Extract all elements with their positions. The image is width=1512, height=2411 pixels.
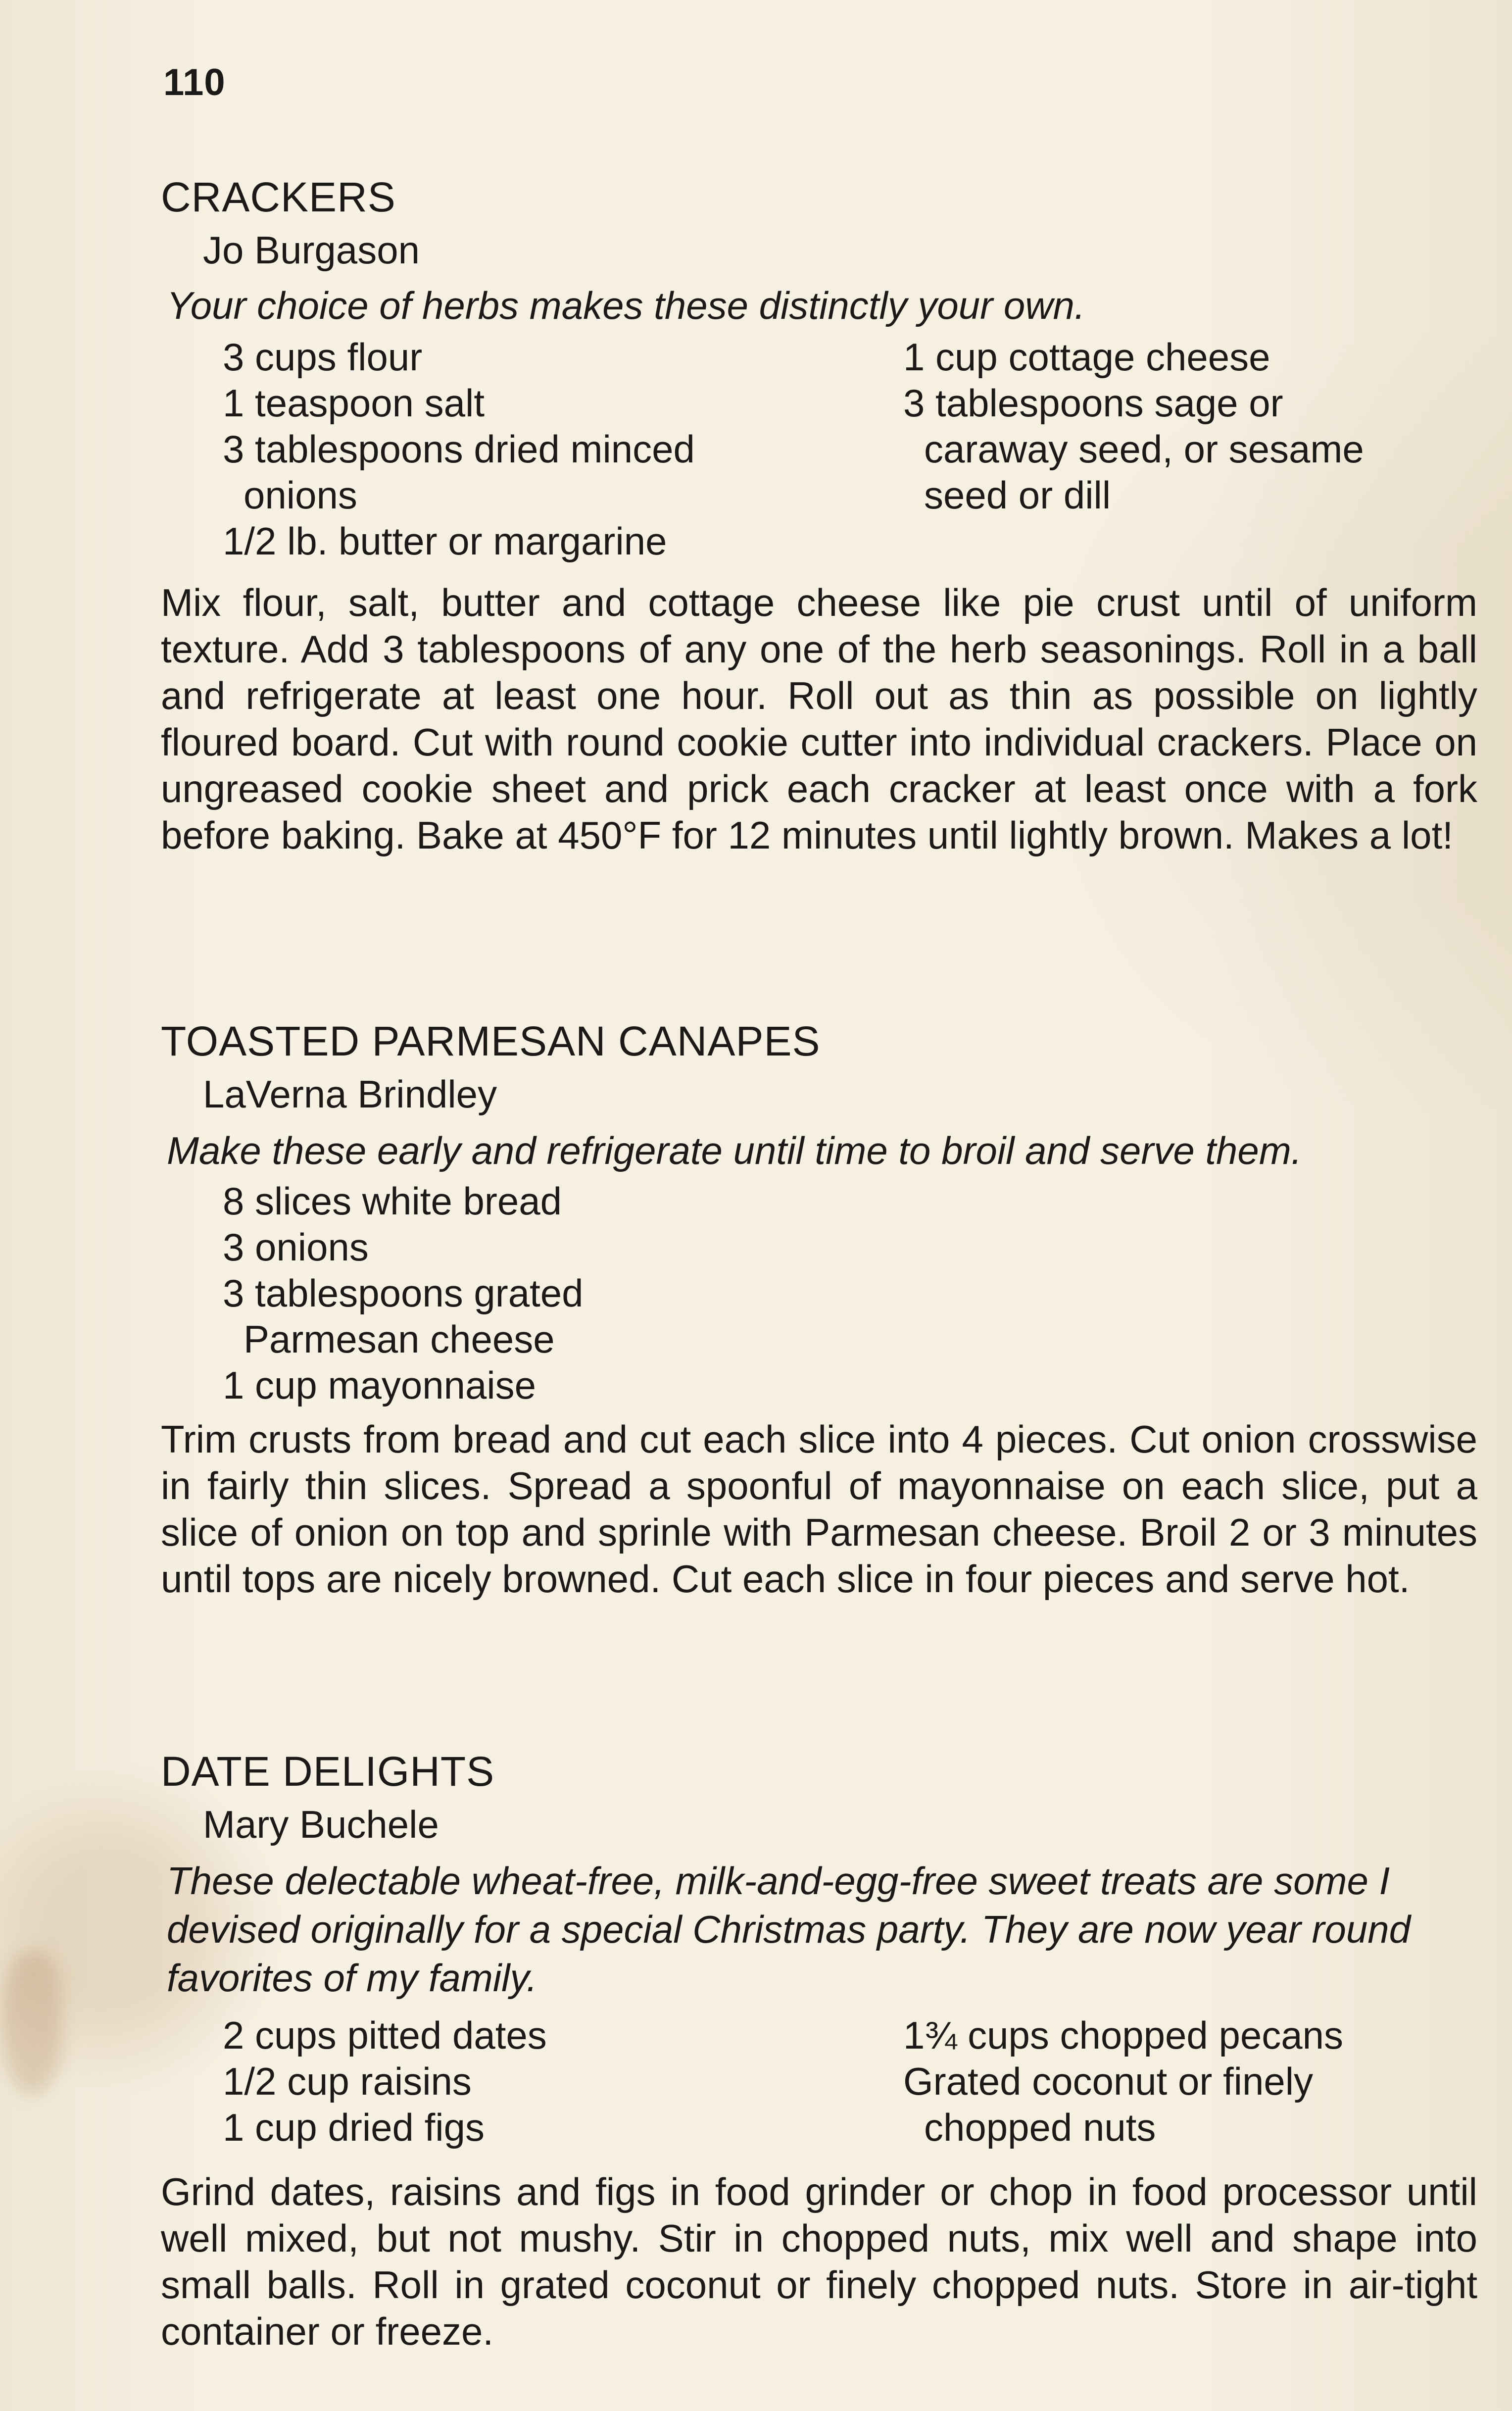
page-number: 110 [163, 61, 226, 103]
ingredient-line: 1 cup dried figs [223, 2106, 485, 2149]
recipe-instructions: Grind dates, raisins and figs in food grinder or chop in food processor until well mixed, but not mushy. Stir in chopped nuts, mix well and shape into small balls. Roll in grated coconut or finely chopped nuts. Store in air-tight container or freeze. [161, 2170, 1477, 2353]
ingredients-column-right [903, 334, 1477, 564]
ingredients-list [223, 1178, 1477, 1408]
ingredient-line: 3 tablespoons grated [223, 1271, 584, 1315]
recipe-instructions: Trim crusts from bread and cut each slice into 4 pieces. Cut onion crosswise in fairly thin slices. Spread a spoonful of mayonnaise on each slice, put a slice of onion on top and sprinle with Parmesan cheese. Broil 2 or 3 minutes until tops are nicely browned. Cut each slice in four pieces and serve hot. [161, 1417, 1477, 1601]
ingredients-list [223, 334, 1477, 564]
ingredient-line: 8 slices white bread [223, 1179, 562, 1223]
ingredients-list [223, 2012, 1477, 2151]
recipe-tagline: These delectable wheat-free, milk-and-egg-free sweet treats are some I devised originally for a special Christmas party. They are now year round favorites of my family. [167, 1859, 1411, 2000]
ingredient-line: 1/2 cup raisins [223, 2059, 472, 2103]
recipe-author: Jo Burgason [203, 228, 420, 272]
recipe-author: Mary Buchele [203, 1803, 439, 1846]
ingredient-line: seed or dill [924, 473, 1111, 517]
ingredient-line: 1 cup mayonnaise [223, 1363, 537, 1407]
ingredients-column-left [223, 334, 841, 564]
recipe-crackers [161, 163, 1477, 911]
ingredient-line: Parmesan cheese [244, 1317, 555, 1361]
ingredient-line: 2 cups pitted dates [223, 2013, 547, 2057]
ingredient-line: 1 teaspoon salt [223, 381, 485, 425]
recipe-title: CRACKERS [161, 174, 396, 220]
recipe-author: LaVerna Brindley [203, 1072, 497, 1116]
ingredient-line: 3 tablespoons dried minced [223, 427, 695, 471]
recipe-tagline: Your choice of herbs makes these distinctly your own. [167, 284, 1085, 327]
recipe-instructions: Mix flour, salt, butter and cottage cheese like pie crust until of uniform texture. Add 3 tablespoons of any one of the herb seasonings. Roll in a ball and refrigerate at least one hour. Roll out as thin as possible on lightly floured board. Cut with round cookie cutter into individual crackers. Place on ungreased cookie sheet and prick each cracker at least once with a fork before baking. Bake at 450°F for 12 minutes until lightly brown. Makes a lot! [161, 581, 1477, 857]
ingredient-line: 3 cups flour [223, 335, 423, 379]
recipe-toasted-parmesan-canapes [161, 1007, 1477, 1656]
ingredient-line: caraway seed, or sesame [924, 427, 1364, 471]
recipe-title: TOASTED PARMESAN CANAPES [161, 1018, 821, 1064]
ingredients-column-left [223, 2012, 841, 2151]
ingredient-line: 3 onions [223, 1225, 369, 1269]
ingredient-line: 1¾ cups chopped pecans [903, 2013, 1344, 2057]
ingredient-line: 1/2 lb. butter or margarine [223, 519, 667, 563]
recipe-date-delights [161, 1738, 1477, 2366]
ingredient-line: 3 tablespoons sage or [903, 381, 1283, 425]
ingredient-line: chopped nuts [924, 2106, 1156, 2149]
recipe-title: DATE DELIGHTS [161, 1748, 495, 1795]
ingredients-column-left [223, 1178, 866, 1408]
paper-stain [0, 1951, 62, 2094]
recipe-tagline: Make these early and refrigerate until time to broil and serve them. [167, 1129, 1302, 1172]
ingredient-line: Grated coconut or finely [903, 2059, 1314, 2103]
ingredients-column-right [903, 2012, 1477, 2151]
ingredient-line: 1 cup cottage cheese [903, 335, 1270, 379]
ingredient-line: onions [244, 473, 357, 517]
